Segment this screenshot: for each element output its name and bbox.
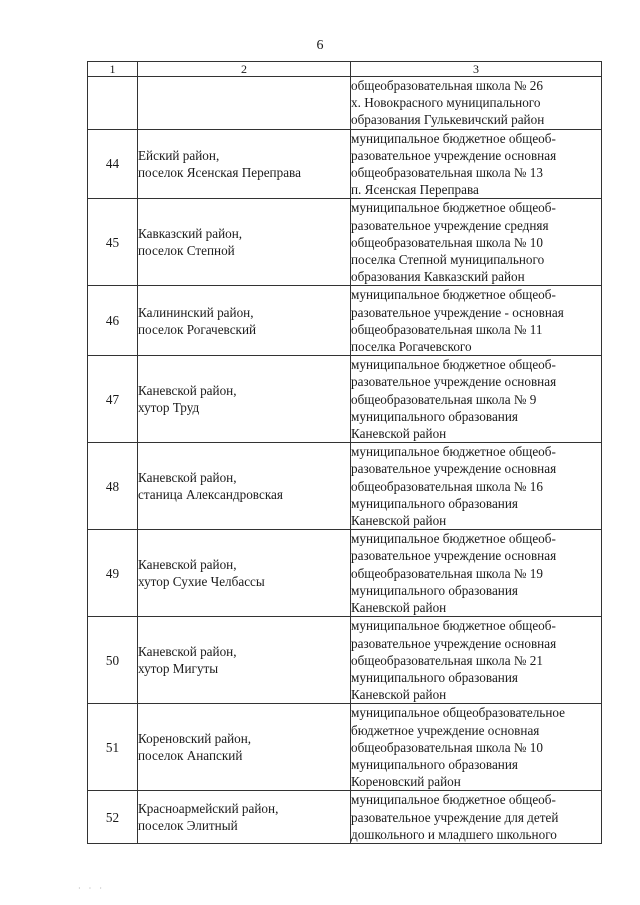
institution-cell [351,530,602,617]
institution-line: разовательное учреждение основная [351,147,557,163]
institution-line: муниципальное бюджетное общеоб- [351,444,556,460]
row-number [88,77,138,130]
institution-cell [351,704,602,791]
institution-line: разовательное учреждение основная [351,548,557,564]
institution-line: муниципальное бюджетное общеоб- [351,792,556,808]
locality-cell [138,530,351,617]
row-number: 46 [88,286,138,356]
institution-line: х. Новокрасного муниципального [351,95,541,111]
institution-line: муниципальное бюджетное общеоб- [351,200,556,216]
table-row [88,530,602,617]
locality-line: Кавказский район, [138,226,243,242]
locality-line: станица Александровская [138,487,283,503]
institution-line: муниципальное бюджетное общеоб- [351,531,556,547]
institution-line: дошкольного и младшего школьного [351,826,557,842]
locality-cell [138,356,351,443]
schools-table [87,61,602,844]
institution-line: муниципального образования [351,495,518,511]
table-row [88,199,602,286]
row-number: 52 [88,791,138,844]
institution-cell [351,617,602,704]
institution-line: бюджетное учреждение основная [351,722,540,738]
institution-line: общеобразовательная школа № 21 [351,652,543,668]
institution-cell [351,791,602,844]
institution-line: образования Гулькевичский район [351,112,545,128]
locality-line: Калининский район, [138,304,254,320]
locality-cell [138,286,351,356]
row-number: 45 [88,199,138,286]
institution-line: общеобразовательная школа № 13 [351,165,543,181]
locality-line: хутор Мигуты [138,661,219,677]
institution-line: общеобразовательная школа № 9 [351,391,537,407]
table-row [88,443,602,530]
institution-line: муниципальное бюджетное общеоб- [351,130,556,146]
institution-line: Каневской район [351,426,447,442]
table-row [88,356,602,443]
locality-line: поселок Ясенская Переправа [138,165,301,181]
locality-line: Ейский район, [138,147,220,163]
locality-line: поселок Анапский [138,748,243,764]
institution-line: Каневской район [351,600,447,616]
row-number: 48 [88,443,138,530]
locality-line: Каневской район, [138,470,237,486]
institution-cell [351,443,602,530]
institution-line: образования Кавказский район [351,269,525,285]
institution-cell [351,129,602,199]
table-row [88,704,602,791]
locality-cell [138,443,351,530]
locality-line: Каневской район, [138,383,237,399]
institution-cell [351,77,602,130]
institution-cell [351,199,602,286]
institution-line: Кореновский район [351,774,461,790]
row-number: 47 [88,356,138,443]
locality-line: поселок Элитный [138,818,238,834]
table-header-row [88,62,602,77]
institution-line: муниципального образования [351,669,518,685]
locality-line: хутор Труд [138,400,200,416]
scan-artifact: · · · [78,884,105,893]
institution-line: общеобразовательная школа № 11 [351,321,543,337]
locality-line: Каневской район, [138,557,237,573]
institution-line: муниципальное общеобразовательное [351,705,565,721]
institution-line: п. Ясенская Переправа [351,182,479,198]
institution-line: муниципального образования [351,408,518,424]
institution-line: Каневской район [351,513,447,529]
institution-line: муниципального образования [351,582,518,598]
column-header-institution: 3 [351,62,602,77]
locality-line: поселок Степной [138,243,235,259]
institution-line: муниципальное бюджетное общеоб- [351,287,556,303]
institution-line: поселка Рогачевского [351,339,472,355]
locality-line: поселок Рогачевский [138,321,257,337]
institution-line: разовательное учреждение основная [351,374,557,390]
institution-line: Каневской район [351,687,447,703]
table-row [88,77,602,130]
locality-cell [138,129,351,199]
locality-line: хутор Сухие Челбассы [138,574,265,590]
locality-cell [138,791,351,844]
institution-line: общеобразовательная школа № 10 [351,739,543,755]
row-number: 44 [88,129,138,199]
row-number: 50 [88,617,138,704]
table-row [88,129,602,199]
institution-line: муниципальное бюджетное общеоб- [351,618,556,634]
page-number: 6 [316,38,324,53]
institution-line: общеобразовательная школа № 16 [351,478,543,494]
locality-line: Каневской район, [138,644,237,660]
institution-line: разовательное учреждение основная [351,635,557,651]
locality-line: Кореновский район, [138,731,252,747]
locality-cell [138,199,351,286]
institution-line: разовательное учреждение - основная [351,304,564,320]
institution-line: поселка Степной муниципального [351,252,545,268]
institution-line: общеобразовательная школа № 10 [351,234,543,250]
locality-cell [138,77,351,130]
table-body [88,77,602,844]
institution-cell [351,356,602,443]
row-number: 49 [88,530,138,617]
institution-line: муниципального образования [351,756,518,772]
table-row [88,286,602,356]
institution-line: разовательное учреждение для детей [351,809,559,825]
column-header-number: 1 [88,62,138,77]
row-number: 51 [88,704,138,791]
institution-line: общеобразовательная школа № 19 [351,565,543,581]
institution-line: разовательное учреждение основная [351,461,557,477]
institution-line: разовательное учреждение средняя [351,217,549,233]
locality-cell [138,704,351,791]
institution-line: муниципальное бюджетное общеоб- [351,357,556,373]
locality-line: Красноармейский район, [138,800,279,816]
institution-cell [351,286,602,356]
table-row [88,617,602,704]
column-header-locality: 2 [138,62,351,77]
institution-line: общеобразовательная школа № 26 [351,78,543,93]
table-row [88,791,602,844]
locality-cell [138,617,351,704]
